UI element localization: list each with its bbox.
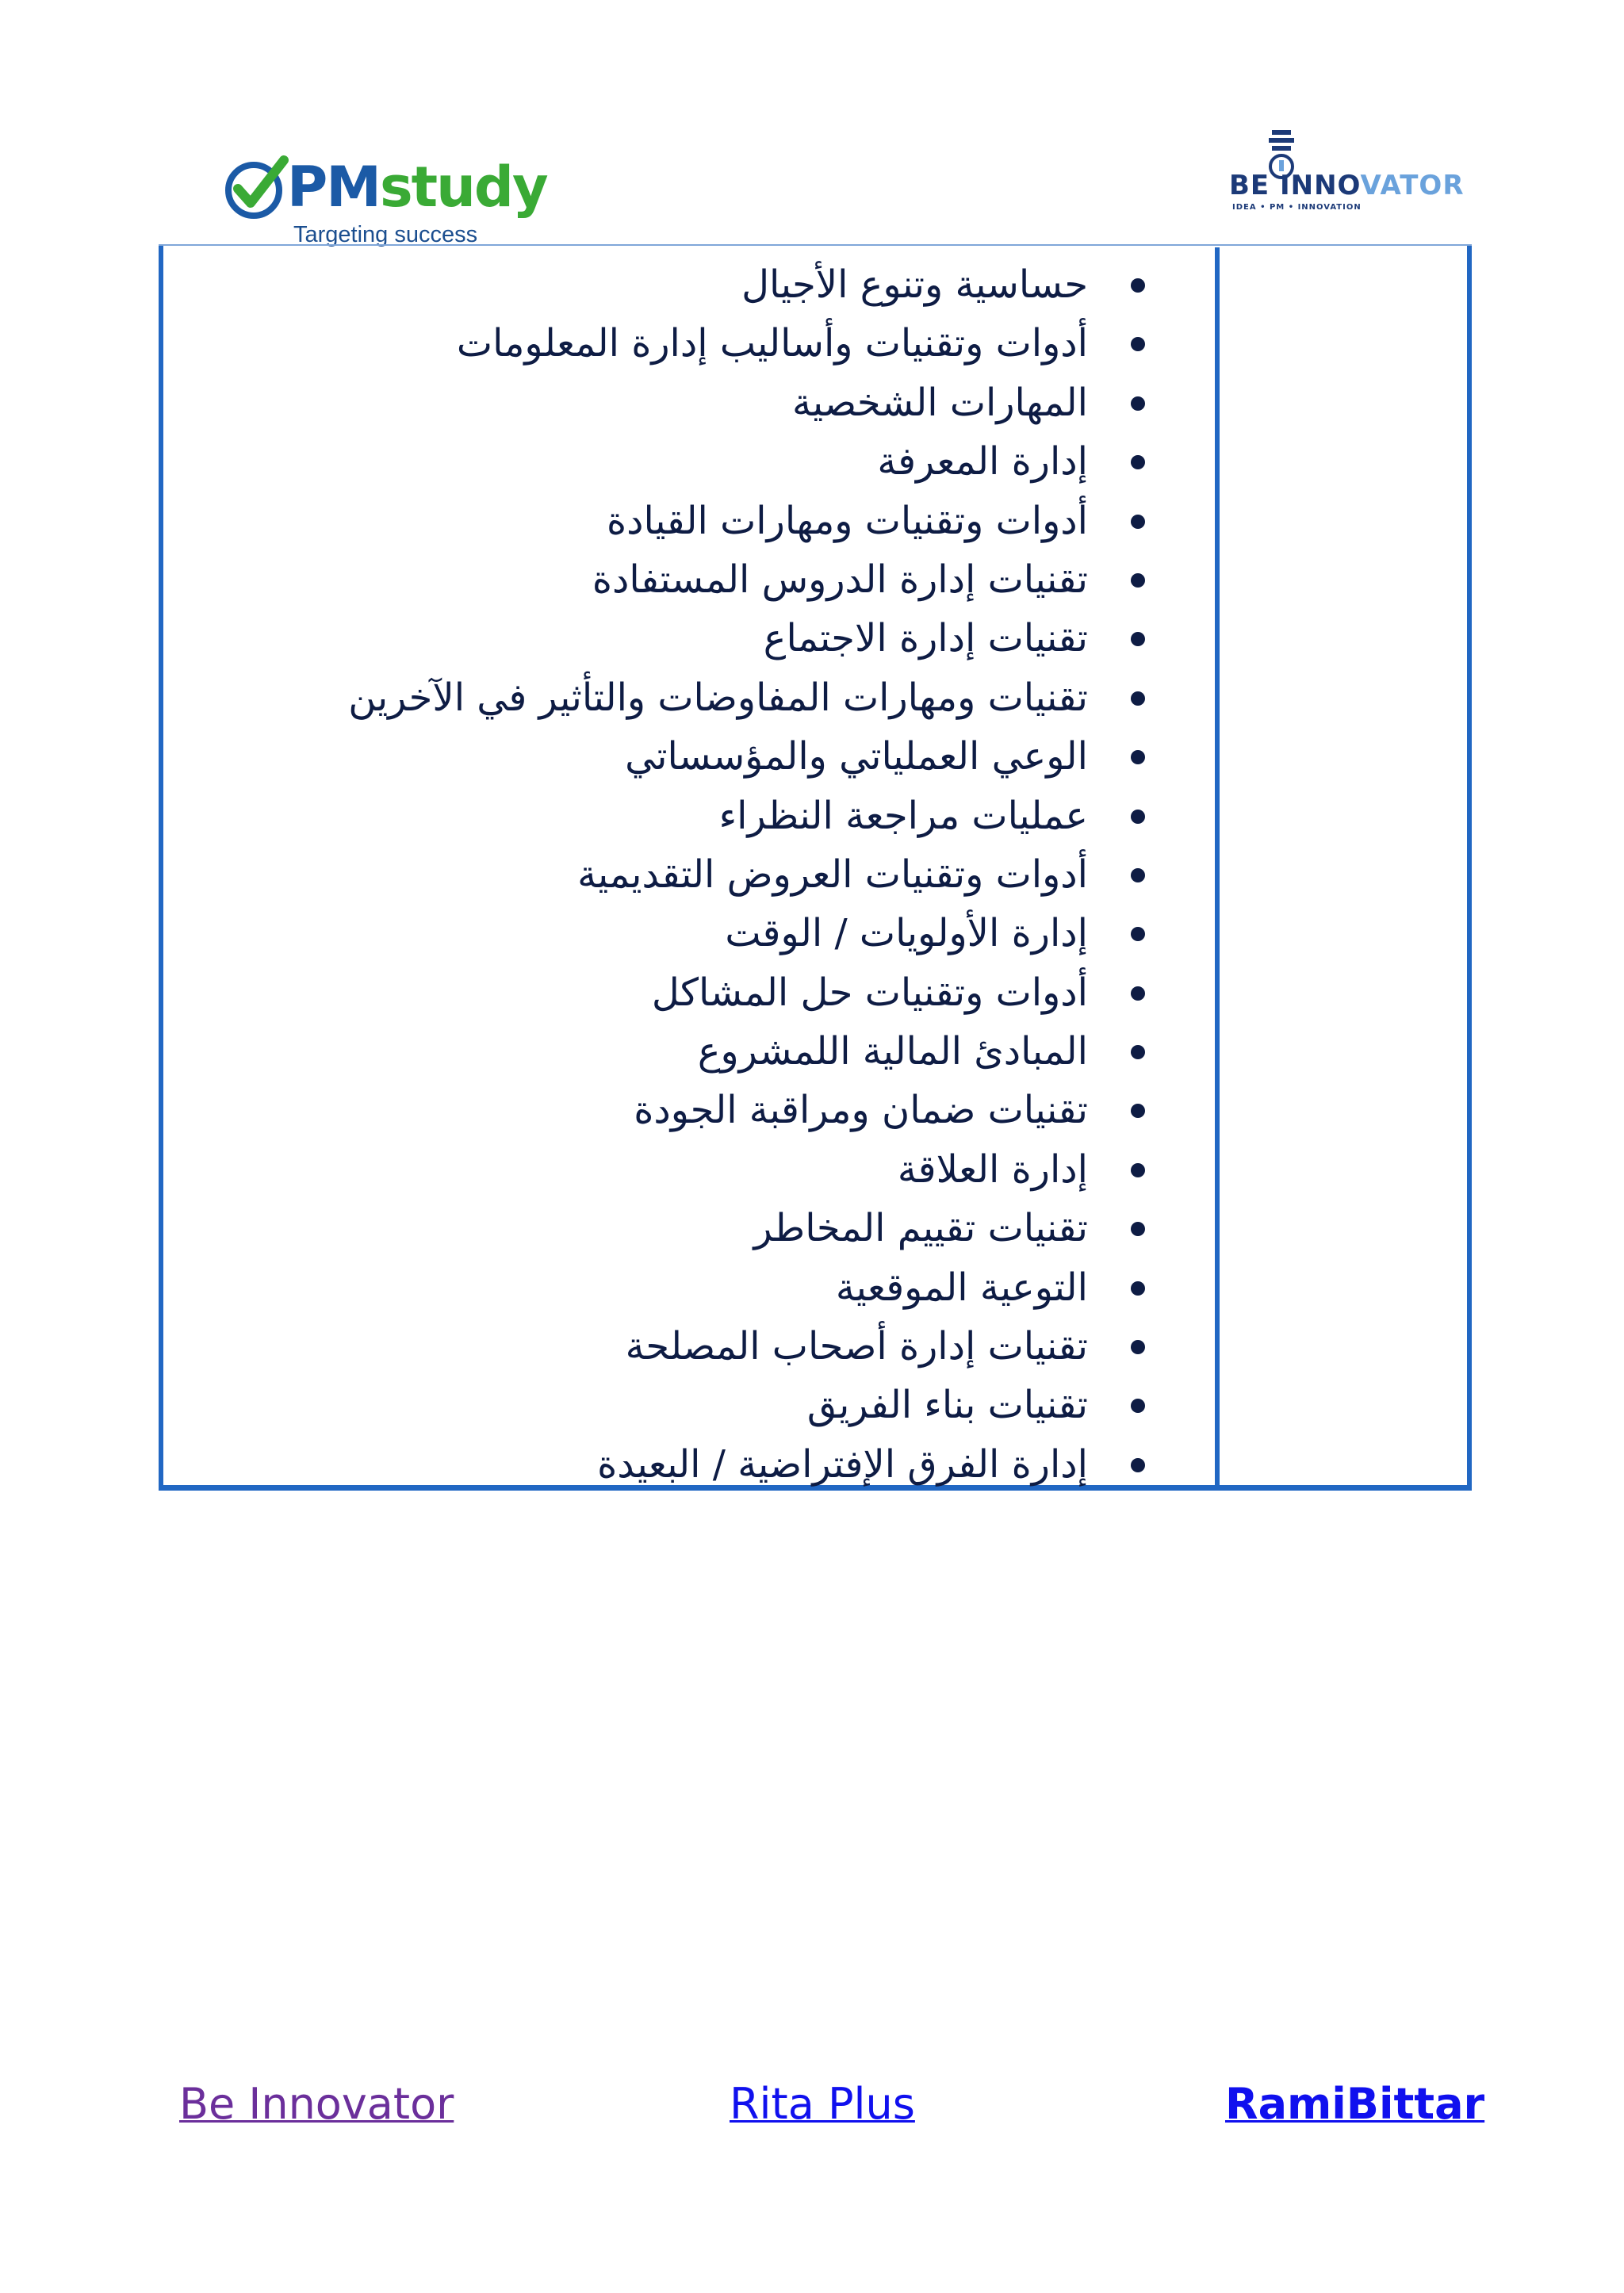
list-item (0, 492, 1145, 550)
be-innovator-word-be: BE (1229, 170, 1280, 201)
be-innovator-word-vator: VATOR (1360, 170, 1465, 201)
be-innovator-wordmark (1229, 170, 1465, 201)
list-item (0, 314, 1145, 373)
bullet-icon (1131, 337, 1145, 351)
list-item-text: حساسية وتنوع الأجيال (741, 262, 1088, 307)
bullet-icon (1131, 632, 1145, 646)
bullet-icon (1131, 1458, 1145, 1472)
list-item (0, 1435, 1145, 1494)
pmstudy-tagline: Targeting success (293, 222, 478, 247)
list-item (0, 1022, 1145, 1081)
bullet-icon (1131, 515, 1145, 529)
bullet-icon (1131, 1340, 1145, 1354)
bullet-icon (1131, 868, 1145, 882)
checkmark-circle-icon (222, 154, 290, 222)
list-item-text: تقنيات ضمان ومراقبة الجودة (634, 1088, 1088, 1133)
list-item-text: تقنيات تقييم المخاطر (753, 1206, 1088, 1251)
list-item (0, 1376, 1145, 1434)
bullet-icon (1131, 691, 1145, 706)
list-item (0, 727, 1145, 786)
list-item-text: أدوات وتقنيات وأساليب إدارة المعلومات (456, 321, 1088, 366)
bullet-icon (1131, 1104, 1145, 1118)
list-item (0, 1317, 1145, 1376)
bullet-icon (1131, 986, 1145, 1001)
list-item-text: إدارة المعرفة (877, 439, 1088, 484)
bullet-icon (1131, 810, 1145, 824)
list-item (0, 609, 1145, 668)
list-item-text: تقنيات ومهارات المفاوضات والتأثير في الآخرين (348, 675, 1088, 720)
pmstudy-wordmark (287, 149, 547, 225)
bullet-icon (1131, 573, 1145, 588)
list-item-text: عمليات مراجعة النظراء (718, 793, 1088, 838)
bullet-icon (1131, 750, 1145, 764)
list-item-text: أدوات وتقنيات العروض التقديمية (577, 852, 1088, 897)
be-innovator-word-inno: INNO (1279, 170, 1361, 201)
rita-plus-link[interactable]: Rita Plus (730, 2079, 915, 2129)
rami-bittar-link[interactable]: RamiBittar (1225, 2079, 1485, 2129)
bullet-icon (1131, 1045, 1145, 1059)
list-item-text: المهارات الشخصية (791, 380, 1088, 425)
bullet-icon (1131, 396, 1145, 411)
list-item (0, 963, 1145, 1022)
pmstudy-logo (222, 149, 547, 252)
list-item (0, 1081, 1145, 1139)
bullet-icon (1131, 1399, 1145, 1413)
bullet-icon (1131, 1222, 1145, 1236)
list-item (0, 1199, 1145, 1258)
list-item-text: التوعية الموقعية (835, 1265, 1088, 1310)
list-item-text: تقنيات بناء الفريق (806, 1383, 1088, 1428)
list-item-text: تقنيات إدارة أصحاب المصلحة (625, 1324, 1088, 1369)
list-item-text: المبادئ المالية اللمشروع (697, 1029, 1088, 1074)
list-item-text: إدارة الفرق الإفتراضية / البعيدة (597, 1441, 1088, 1487)
list-item (0, 668, 1145, 727)
list-item (0, 787, 1145, 845)
list-item (0, 1258, 1145, 1317)
list-item (0, 255, 1145, 314)
list-item (0, 550, 1145, 609)
list-item (0, 904, 1145, 963)
list-item (0, 373, 1145, 432)
bullet-icon (1131, 927, 1145, 941)
list-item-text: تقنيات إدارة الدروس المستفادة (592, 557, 1088, 602)
list-item (0, 845, 1145, 904)
list-item-text: الوعي العملياتي والمؤسساتي (625, 734, 1088, 779)
skills-bullet-list (0, 255, 1145, 1494)
bullet-icon (1131, 455, 1145, 469)
list-item (0, 432, 1145, 491)
list-item (0, 1140, 1145, 1199)
bullet-icon (1131, 278, 1145, 293)
bullet-icon (1131, 1281, 1145, 1296)
list-item-text: أدوات وتقنيات ومهارات القيادة (606, 498, 1088, 543)
list-item-text: إدارة العلاقة (897, 1146, 1088, 1192)
list-item-text: إدارة الأولويات / الوقت (725, 911, 1088, 956)
list-item-text: أدوات وتقنيات حل المشاكل (651, 970, 1088, 1015)
be-innovator-link[interactable]: Be Innovator (179, 2079, 454, 2129)
be-innovator-subline: IDEA • PM • INNOVATION (1232, 203, 1362, 212)
list-item-text: تقنيات إدارة الاجتماع (763, 616, 1088, 661)
pmstudy-word-pm: PM (287, 155, 380, 220)
be-innovator-logo (1229, 125, 1467, 219)
pmstudy-word-study: study (379, 155, 547, 220)
bullet-icon (1131, 1163, 1145, 1177)
table-column-divider (1215, 247, 1220, 1491)
